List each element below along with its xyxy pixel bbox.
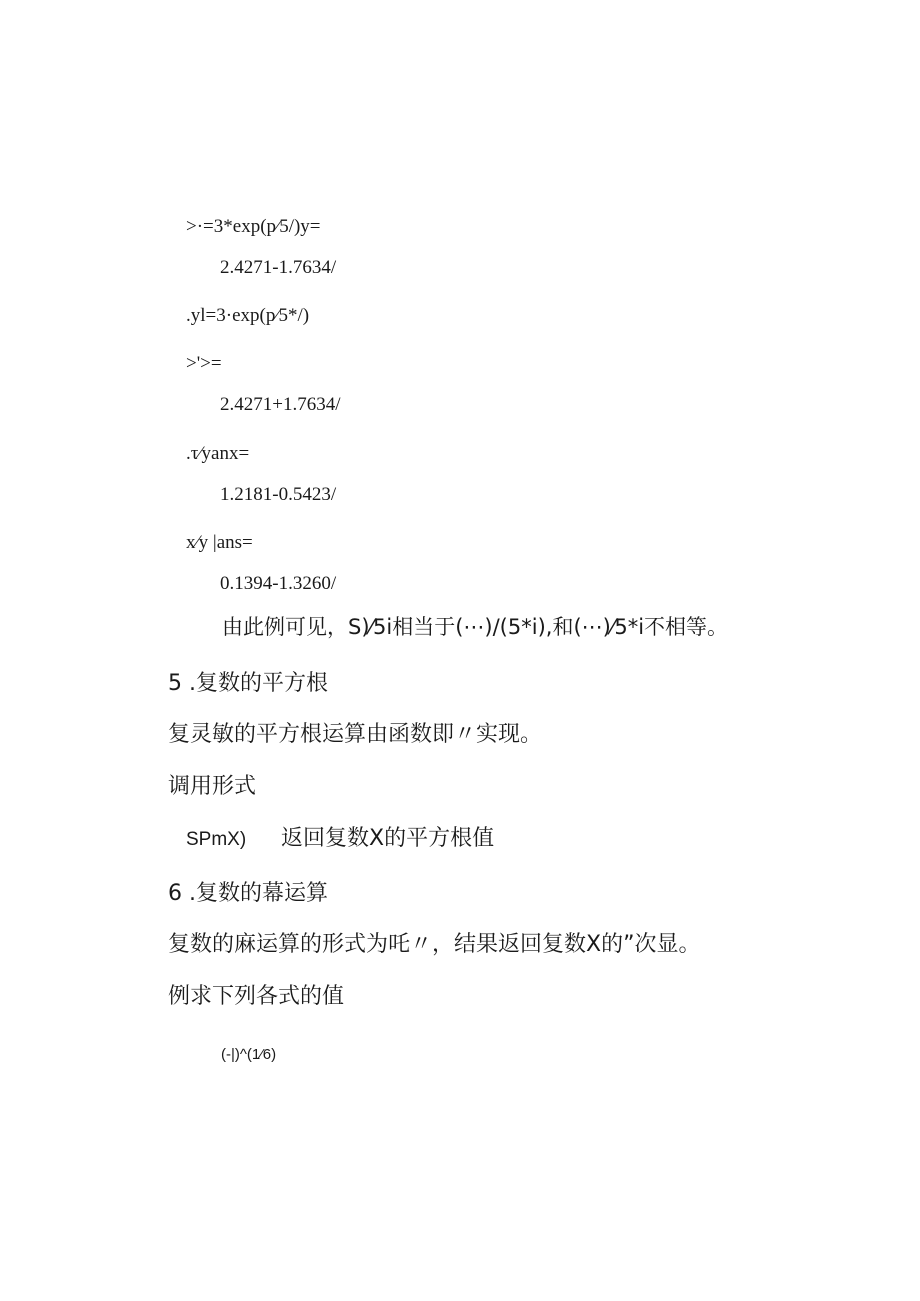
section-heading-5: 5 .复数的平方根: [168, 671, 328, 696]
syntax-function: SPmX): [186, 829, 247, 850]
output-line-4: 0.1394-1.3260/: [220, 573, 337, 594]
code-line-4: .τ⁄yanx=: [186, 443, 250, 464]
syntax-description: 返回复数X的平方根值: [281, 826, 495, 851]
output-line-1: 2.4271-1.7634/: [220, 257, 337, 278]
code-line-5: x⁄y |ans=: [186, 532, 253, 553]
power-description: 复数的麻运算的形式为吒〃，结果返回复数X的”次显。: [168, 932, 701, 957]
section-heading-6: 6 .复数的幕运算: [168, 881, 328, 906]
call-form-label: 调用形式: [168, 774, 257, 799]
example-prompt: 例求下列各式的值: [168, 984, 345, 1009]
output-line-3: 1.2181-0.5423/: [220, 484, 337, 505]
conclusion-paragraph: 由此例可见，S)⁄5i相当于(⋯)/(5*i),和(⋯)⁄5*i不相等。: [222, 615, 729, 639]
code-line-3: >'>=: [186, 353, 222, 374]
formula: (-|)^(1⁄6): [221, 1046, 277, 1063]
output-line-2: 2.4271+1.7634/: [220, 394, 341, 415]
sqrt-description: 复灵敏的平方根运算由函数即〃实现。: [168, 722, 543, 747]
code-line-1: >·=3*exp(p⁄5/)y=: [186, 216, 321, 237]
code-line-2: .yl=3·exp(p⁄5*/): [186, 305, 310, 326]
